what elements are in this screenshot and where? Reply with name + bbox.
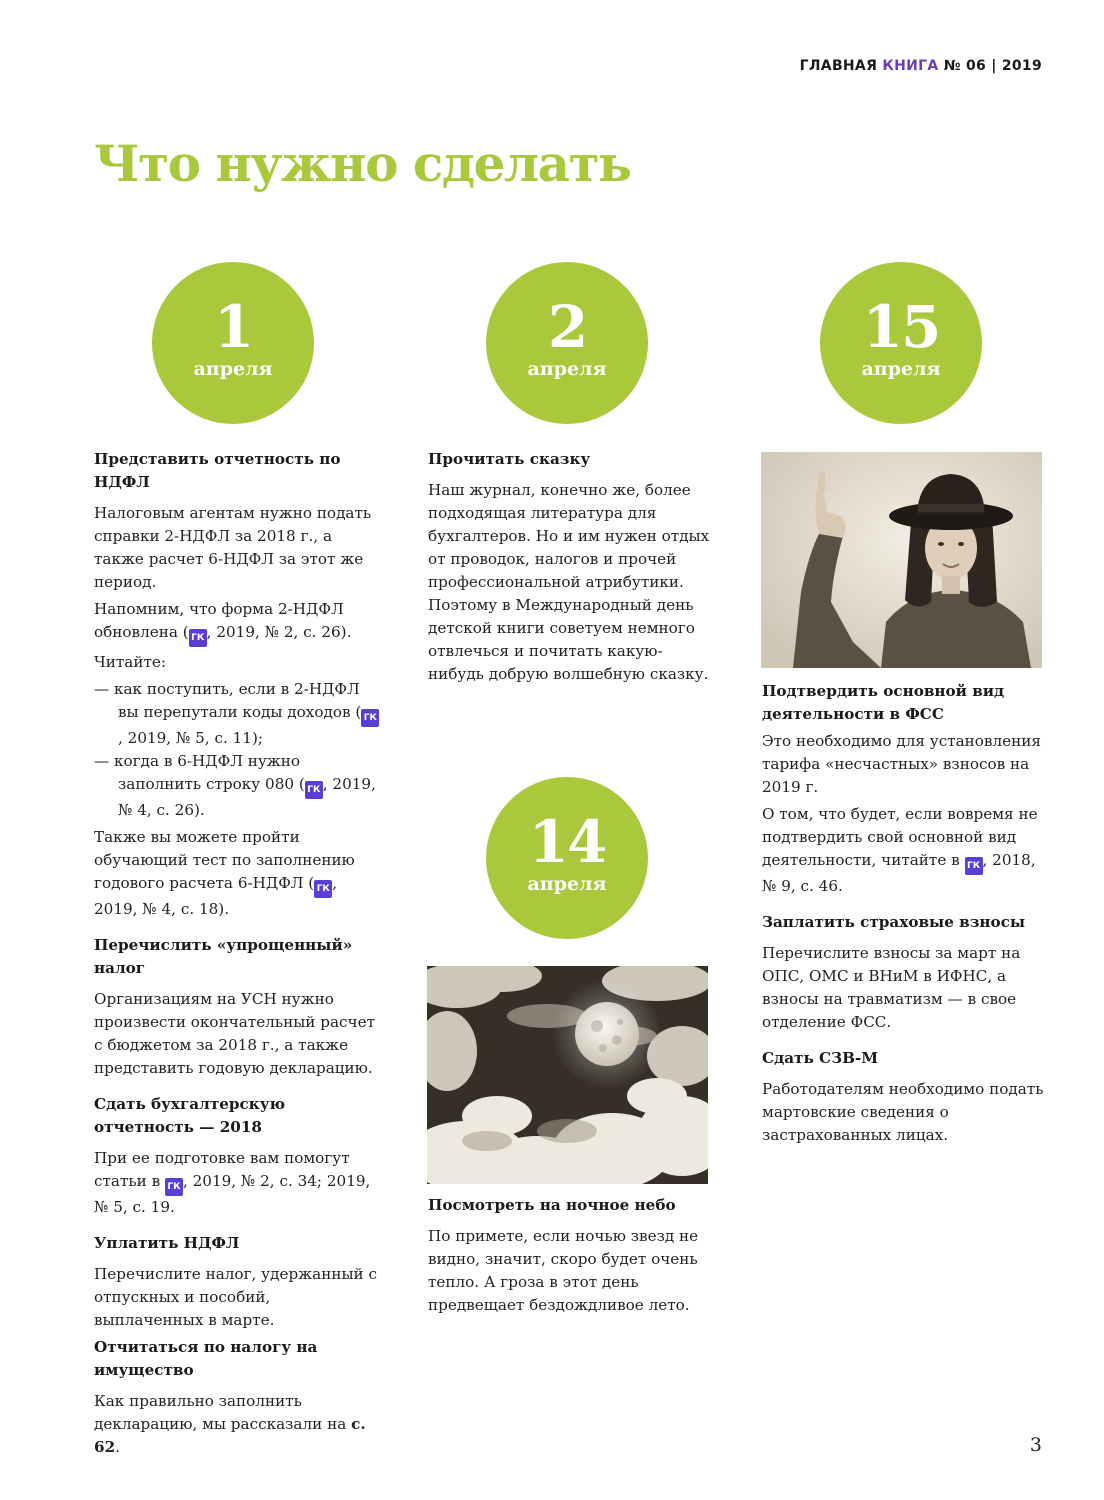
section-title: Сдать бухгалтерскую отчетность — 2018 bbox=[94, 1095, 286, 1136]
date-day: 2 bbox=[547, 293, 587, 361]
section-title: Отчитаться по налогу на имущество bbox=[94, 1338, 318, 1379]
section-pay-ndfl bbox=[94, 1232, 384, 1332]
section-text: Налоговым агентам нужно подать справки 2-НДФЛ за 2018 г., а также расчет 6-НДФЛ за этот же период. bbox=[94, 504, 372, 591]
date-month: апреля bbox=[527, 358, 607, 380]
section-text: Как правильно заполнить декларацию, мы рассказали на с. 62. bbox=[94, 1392, 366, 1456]
gk-magazine-icon[interactable]: ГК bbox=[165, 1178, 183, 1196]
date-day: 1 bbox=[213, 293, 253, 361]
section-ndfl-report bbox=[94, 448, 384, 921]
list-item: — как поступить, если в 2-НДФЛ вы перепутали коды доходов ( ГК, 2019, № 5, с. 11); bbox=[94, 678, 384, 750]
column-april-2 bbox=[428, 448, 713, 699]
gk-magazine-icon[interactable]: ГК bbox=[965, 857, 983, 875]
date-circle-14 bbox=[486, 777, 648, 939]
section-fss-activity bbox=[762, 680, 1047, 898]
column-april-1 bbox=[94, 448, 384, 1472]
section-property-tax bbox=[94, 1336, 384, 1459]
page-number: 3 bbox=[1029, 1434, 1042, 1456]
page-reference-link[interactable]: с. 62 bbox=[94, 1415, 366, 1456]
section-text: При ее подготовке вам помогут статьи в ГК , 2019, № 2, с. 34; 2019, № 5, с. 19. bbox=[94, 1149, 371, 1216]
section-text: Читайте: bbox=[94, 653, 166, 671]
section-usn-tax bbox=[94, 934, 384, 1080]
section-text: Это необходимо для установления тарифа «несчастных» взносов на 2019 г. bbox=[762, 732, 1041, 796]
section-insurance-payments bbox=[762, 911, 1047, 1034]
section-read-tale bbox=[428, 448, 713, 686]
date-circle-15 bbox=[820, 262, 982, 424]
section-text: О том, что будет, если вовремя не подтвердить свой основной вид деятельности, читайте в ГК , 2018, № 9, с. 46. bbox=[762, 805, 1038, 895]
section-text: Перечислите налог, удержанный с отпускных и пособий, выплаченных в марте. bbox=[94, 1265, 377, 1329]
section-title: Представить отчетность по НДФЛ bbox=[94, 450, 341, 491]
section-text: Организациям на УСН нужно произвести окончательный расчет с бюджетом за 2018 г., а также представить годовую декларацию. bbox=[94, 990, 375, 1077]
gk-magazine-icon[interactable]: ГК bbox=[314, 880, 332, 898]
gk-magazine-icon[interactable]: ГК bbox=[305, 781, 323, 799]
gk-magazine-icon[interactable]: ГК bbox=[189, 629, 207, 647]
date-month: апреля bbox=[861, 358, 941, 380]
section-title: Прочитать сказку bbox=[428, 450, 591, 468]
section-title: Посмотреть на ночное небо bbox=[428, 1196, 676, 1214]
section-szv-m bbox=[762, 1047, 1047, 1147]
issue-number: № 06 | 2019 bbox=[943, 58, 1042, 74]
date-circle-1 bbox=[152, 262, 314, 424]
section-text: Перечислите взносы за март на ОПС, ОМС и ВНиМ в ИФНС, а взносы на травматизм — в свое отделение ФСС. bbox=[762, 944, 1021, 1031]
section-title: Уплатить НДФЛ bbox=[94, 1234, 240, 1252]
reading-list bbox=[94, 678, 384, 822]
magazine-header bbox=[800, 58, 1042, 74]
list-item: — когда в 6-НДФЛ нужно заполнить строку 080 ( ГК , 2019, № 4, с. 26). bbox=[94, 752, 376, 819]
magazine-name-part1: ГЛАВНАЯ bbox=[799, 58, 878, 74]
section-text: Напомним, что форма 2-НДФЛ обновлена ( ГК , 2019, № 2, с. 26). bbox=[94, 598, 384, 647]
date-month: апреля bbox=[193, 358, 273, 380]
date-day: 15 bbox=[862, 293, 940, 361]
section-text: Работодателям необходимо подать мартовские сведения о застрахованных лицах. bbox=[762, 1080, 1044, 1144]
section-night-sky bbox=[428, 1194, 713, 1317]
date-day: 14 bbox=[528, 808, 606, 876]
page-title: Что нужно сделать bbox=[94, 134, 631, 193]
section-title: Заплатить страховые взносы bbox=[762, 913, 1026, 931]
section-text: По примете, если ночью звезд не видно, значит, скоро будет очень тепло. А гроза в этот день предвещает бездождливое лето. bbox=[428, 1227, 699, 1314]
section-title: Сдать СЗВ-М bbox=[762, 1049, 879, 1067]
section-text: Также вы можете пройти обучающий тест по заполнению годового расчета 6-НДФЛ ( ГК , 2019, № 4, с. 18). bbox=[94, 828, 355, 918]
section-accounting-report bbox=[94, 1093, 384, 1219]
date-month: апреля bbox=[527, 873, 607, 895]
section-text: Наш журнал, конечно же, более подходящая литература для бухгалтеров. Но и им нужен отдых от проводок, налогов и прочей профессиональной атрибутики. Поэтому в Международный день детской книги советуем немного отвлечься и почитать какую-нибудь добрую волшебную сказку. bbox=[428, 481, 710, 683]
section-title: Перечислить «упрощенный» налог bbox=[94, 936, 353, 977]
column-april-14 bbox=[428, 1194, 713, 1330]
night-sky-photo bbox=[427, 966, 708, 1184]
magazine-name-part2: КНИГА bbox=[882, 58, 939, 74]
column-april-15 bbox=[762, 680, 1047, 1160]
gk-magazine-icon[interactable]: ГК bbox=[361, 709, 379, 727]
date-circle-2 bbox=[486, 262, 648, 424]
woman-pointing-photo bbox=[761, 452, 1042, 668]
section-title: Подтвердить основной вид деятельности в ФСС bbox=[762, 682, 1005, 723]
